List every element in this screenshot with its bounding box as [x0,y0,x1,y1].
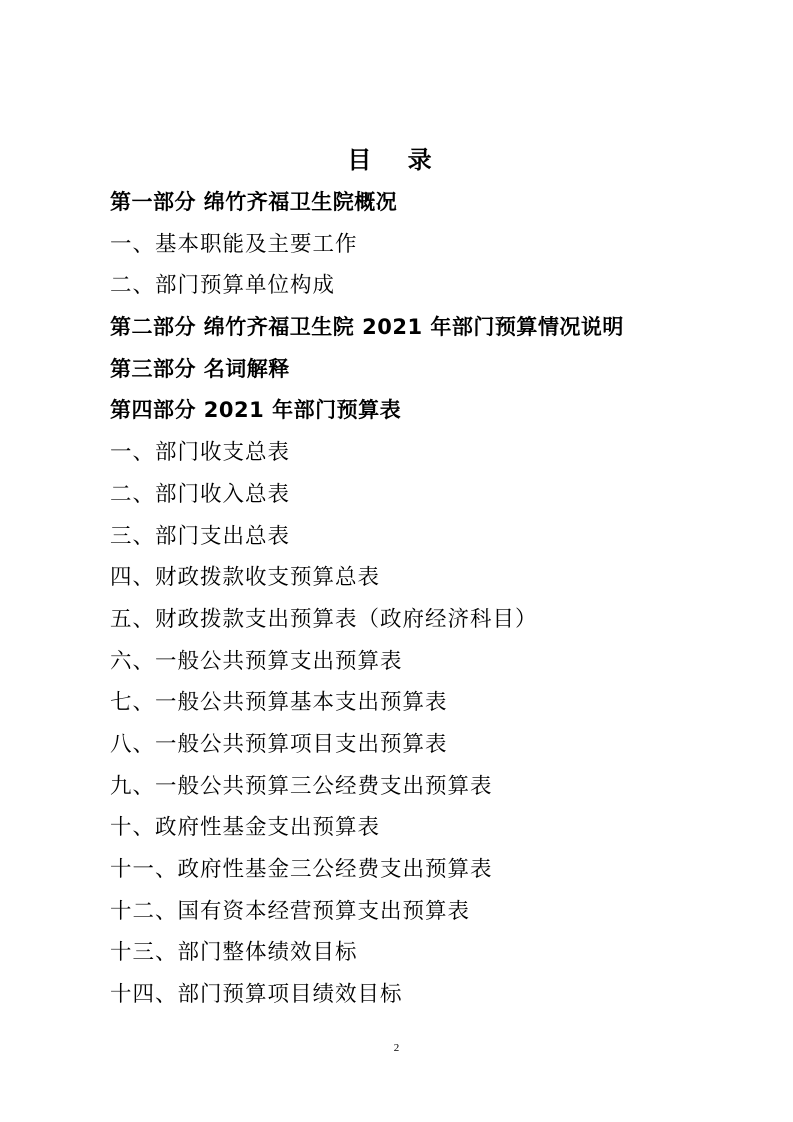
toc-item: 十四、部门预算项目绩效目标 [110,982,403,1008]
toc-item: 二、部门预算单位构成 [110,273,336,299]
toc-item: 一、基本职能及主要工作 [110,231,358,257]
toc-item: 十三、部门整体绩效目标 [110,940,358,966]
toc-item: 十二、国有资本经营预算支出预算表 [110,898,471,924]
toc-item: 十、政府性基金支出预算表 [110,815,381,841]
toc-item: 一、部门收支总表 [110,440,291,466]
toc-item: 四、财政拨款收支预算总表 [110,565,381,591]
toc-item: 七、一般公共预算基本支出预算表 [110,690,448,716]
toc-part-heading: 第一部分 绵竹齐福卫生院概况 [110,190,398,214]
toc-item: 十一、政府性基金三公经费支出预算表 [110,857,493,882]
toc-item: 六、一般公共预算支出预算表 [110,648,403,674]
page-number: 2 [393,1042,400,1054]
toc-item: 九、一般公共预算三公经费支出预算表 [110,773,493,799]
table-of-contents [110,182,710,1016]
toc-item: 二、部门收入总表 [110,481,291,507]
toc-item: 三、部门支出总表 [110,523,291,549]
toc-part-heading: 第三部分 名词解释 [110,356,290,381]
page-title: 目 录 [347,146,446,174]
toc-item: 五、财政拨款支出预算表（政府经济科目） [110,606,538,632]
toc-part-heading: 第二部分 绵竹齐福卫生院 2021 年部门预算情况说明 [110,315,624,340]
toc-part-heading: 第四部分 2021 年部门预算表 [110,398,402,423]
toc-item: 八、一般公共预算项目支出预算表 [110,731,448,757]
